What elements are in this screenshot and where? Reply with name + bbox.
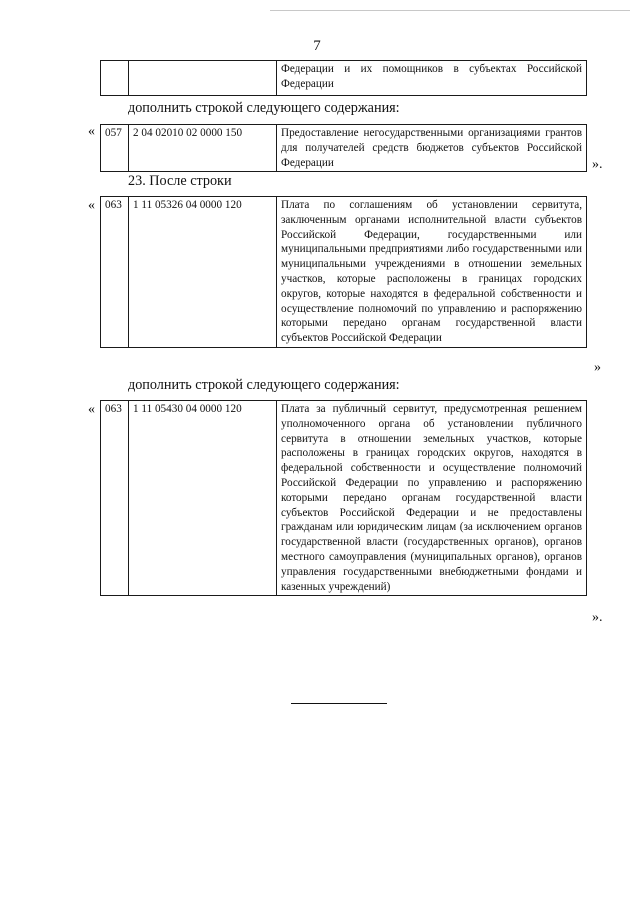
item-23-heading: 23. После строки [128, 173, 232, 189]
instruction-add-row-2: дополнить строкой следующего содержания: [128, 377, 400, 393]
row-3-revenue-code: 1 11 05430 04 0000 120 [129, 401, 277, 596]
row-2-revenue-code: 1 11 05326 04 0000 120 [129, 197, 277, 348]
row-2-chapter-code: 063 [101, 197, 129, 348]
row-prev-chapter-code [101, 61, 129, 96]
open-quote-row-2: « [88, 198, 95, 213]
row-2-description: Плата по соглашениям об установлении сервитута, заключенным органами исполнительной власти субъектов Российской Федерации, государственными или муниципальными предприятиями либо государственными или муниципальными учреждениями в отношении земельных участков, которые расположены в границах городских округов, которые находятся в федеральной собственности и осуществление полномочий по управлению и распоряжению которыми передано органам государственной власти субъектов Российской Федерации [277, 197, 587, 348]
close-quote-row-1: ». [592, 157, 603, 172]
row-prev-description: Федерации и их помощников в субъектах Российской Федерации [277, 61, 587, 96]
table-row-3 [100, 400, 587, 596]
close-quote-row-2: » [594, 360, 601, 375]
top-scan-line [270, 10, 630, 11]
table-row-previous [100, 60, 587, 96]
row-1-revenue-code: 2 04 02010 02 0000 150 [129, 125, 277, 172]
open-quote-row-3: « [88, 402, 95, 417]
close-quote-row-3: ». [592, 610, 603, 625]
row-prev-revenue-code [129, 61, 277, 96]
table-row-1 [100, 124, 587, 172]
row-1-description: Предоставление негосударственными организациями грантов для получателей средств бюджетов субъектов Российской Федерации [277, 125, 587, 172]
open-quote-row-1: « [88, 124, 95, 139]
row-3-chapter-code: 063 [101, 401, 129, 596]
instruction-add-row-1: дополнить строкой следующего содержания: [128, 100, 400, 116]
end-of-text-rule [291, 703, 387, 704]
page-number: 7 [313, 38, 321, 54]
row-1-chapter-code: 057 [101, 125, 129, 172]
table-row-2 [100, 196, 587, 348]
row-3-description: Плата за публичный сервитут, предусмотренная решением уполномоченного органа об установлении публичного сервитута в отношении земельных участков, которые расположены в границах городских округов, находятся в федеральной собственности и осуществление полномочий Российской Федерации по управлению и распоряжению которыми передано органам государственной власти субъектов Российской Федерации и не предоставлены гражданам или юридическим лицам (за исключением органов государственной власти (государственных органов), органов местного самоуправления (муниципальных органов), органов управления государственными внебюджетными фондами и казенных учреждений) [277, 401, 587, 596]
